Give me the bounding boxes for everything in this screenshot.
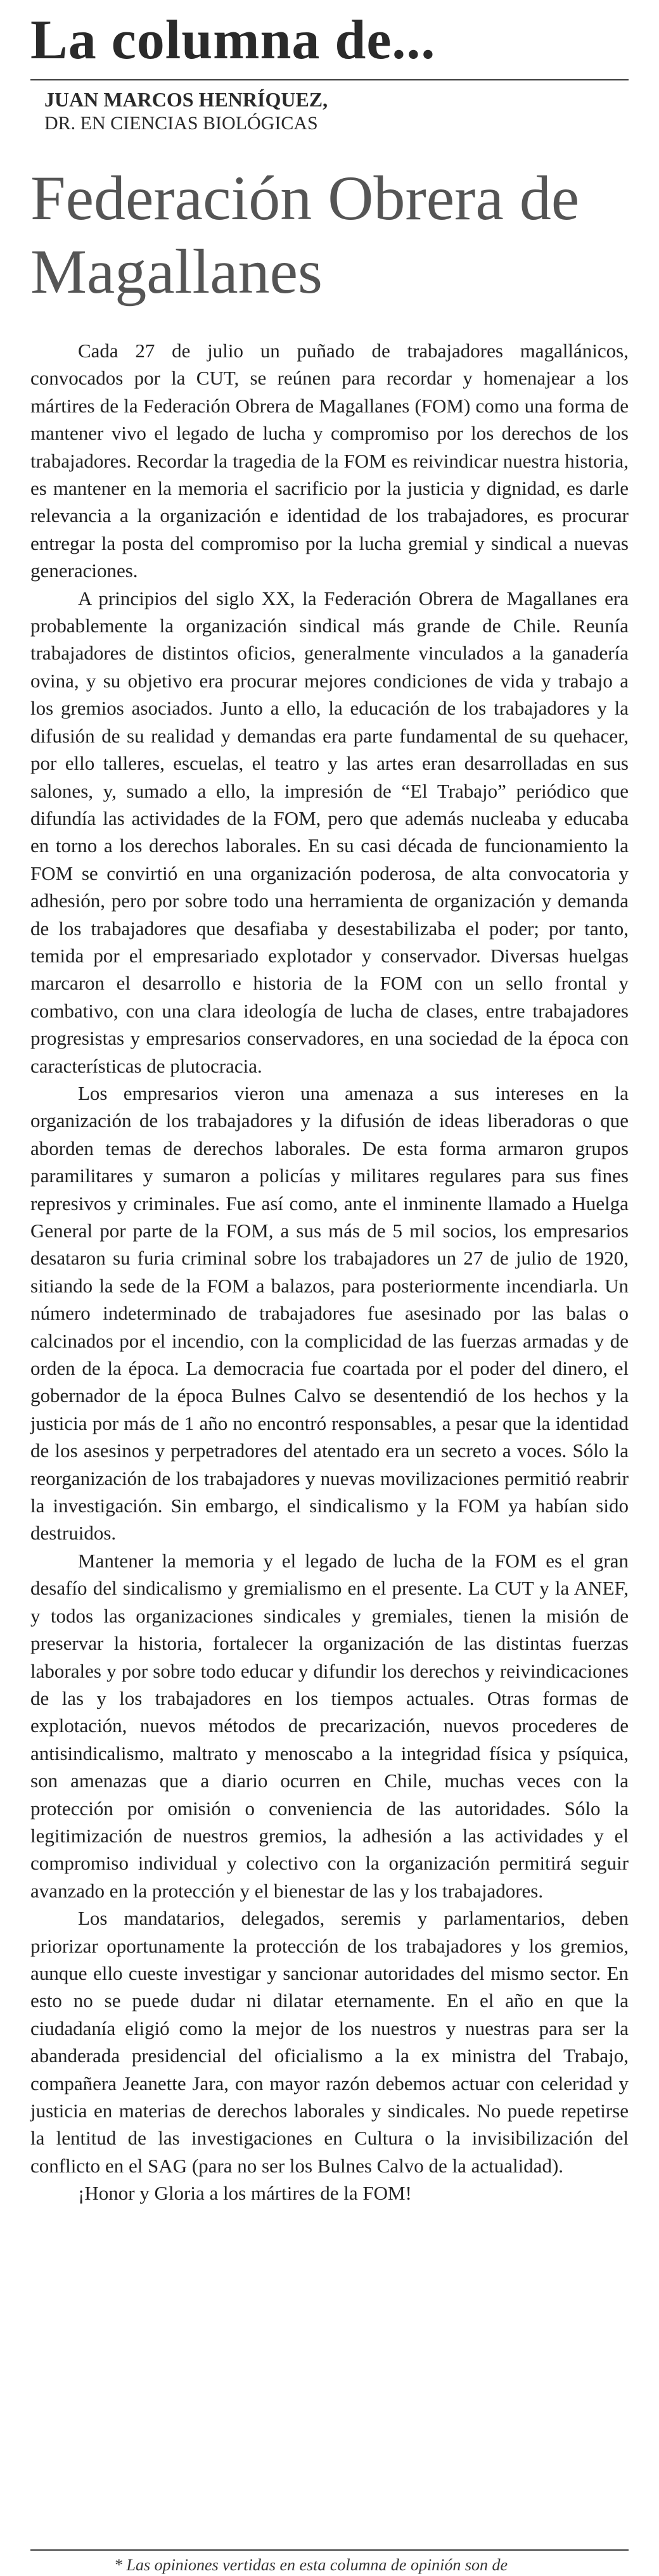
article-paragraph: Los empresarios vieron una amenaza a sus intereses en la organización de los trabajadores y la difusión de ideas liberadoras o que aborden temas de derechos laborales. De esta forma armaron grupos paramilitares y sumaron a policías y militares regulares para sus fines represivos y criminales. Fue así como, ante el inminente llamado a Huelga General por parte de la FOM, a sus más de 5 mil socios, los empresarios desataron su furia criminal sobre los trabajadores un 27 de julio de 1920, sitiando la sede de la FOM a balazos, para posteriormente incendiarla. Un número indeterminado de trabajadores fue asesinado por las balas o calcinados por el incendio, con la complicidad de las fuerzas armadas y de orden de la época. La democracia fue coartada por el poder del dinero, el gobernador de la época Bulnes Calvo se desentendió de los hechos y la justicia por más de 1 año no encontró responsables, a pesar que la identidad de los asesinos y perpetradores del atentado era un secreto a voces. Sólo la reorganización de los trabajadores y nuevas movilizaciones permitió reabrir la investigación. Sin embargo, el sindicalismo y la FOM ya habían sido destruidos. [30, 1081, 629, 1545]
author-block [44, 87, 328, 136]
article-body [30, 337, 629, 2207]
author-name: JUAN MARCOS HENRÍQUEZ, [44, 88, 328, 111]
article-paragraph: Mantener la memoria y el legado de lucha de la FOM es el gran desafío del sindicalismo y gremialismo en el presente. La CUT y la ANEF, y todos las organizaciones sindicales y gremiales, tienen la misión de preservar la historia, fortalecer la organización de las distintas fuerzas laborales y por sobre todo educar y difundir los derechos y reivindicaciones de las y los trabajadores en los tiempos actuales. Otras formas de explotación, nuevos métodos de precarización, nuevos procederes de antisindicalismo, maltrato y menoscabo a la integridad física y psíquica, son amenazas que a diario ocurren en Chile, muchas veces con la protección por omisión o conveniencia de las autoridades. Sólo la legitimización de nuestros gremios, la adhesión a las actividades y el compromiso individual y colectivo con la organización permitirá seguir avanzado en la protección y el bienestar de las y los trabajadores. [30, 1549, 629, 1902]
footer-divider [30, 2549, 629, 2551]
footer-disclaimer: * Las opiniones vertidas en esta columna de opinión son de [114, 2556, 508, 2574]
article-paragraph: Los mandatarios, delegados, seremis y parlamentarios, deben priorizar oportunamente la protección de los trabajadores y los gremios, aunque ello cueste investigar y sancionar autoridades del mismo sector. En esto no se puede dudar ni dilatar eternamente. En el año en que la ciudadanía eligió como la mejor de los nuestros y nuestras para ser la abanderada presidencial del oficialismo a la ex ministra del Trabajo, compañera Jeanette Jara, con mayor razón debemos actuar con celeridad y justicia en materias de derechos laborales y sindicales. No puede repetirse la lentitud de las investigaciones en Cultura o la invisibilización del conflicto en el SAG (para no ser los Bulnes Calvo de la actualidad). [30, 1907, 629, 2177]
article-paragraph: Cada 27 de julio un puñado de trabajadores magallánicos, convocados por la CUT, se reúnen para recordar y homenajear a los mártires de la Federación Obrera de Magallanes (FOM) como una forma de mantener vivo el legado de lucha y compromiso por los derechos de los trabajadores. Recordar la tragedia de la FOM es reivindicar nuestra historia, es mantener en la memoria el sacrificio por la justicia y dignidad, es darle relevancia a la organización e identidad de los trabajadores, es procurar entregar la posta del compromiso por la lucha gremial y sindical a nuevas generaciones. [30, 340, 629, 582]
author-title: DR. EN CIENCIAS BIOLÓGICAS [44, 113, 318, 134]
article-title: Federación Obrera de Magallanes [30, 163, 580, 307]
column-header: La columna de... [30, 10, 436, 71]
header-divider [30, 79, 629, 80]
article-closing: ¡Honor y Gloria a los mártires de la FOM! [78, 2182, 412, 2205]
article-paragraph: A principios del siglo XX, la Federación Obrera de Magallanes era probablemente la organización sindical más grande de Chile. Reunía trabajadores de distintos oficios, generalmente vinculados a la ganadería ovina, y su objetivo era procurar mejores condiciones de vida y trabajo a los gremios asociados. Junto a ello, la educación de los trabajadores y la difusión de su realidad y demandas era parte fundamental de su quehacer, por ello talleres, escuelas, el teatro y las artes eran desarrolladas en sus salones, y, sumado a ello, la impresión de “El Trabajo” periódico que difundía las actividades de la FOM, pero que además nucleaba y educaba en torno a los derechos laborales. En su casi década de funcionamiento la FOM se convirtió en una organización poderosa, de alta convocatoria y adhesión, pero por sobre todo una herramienta de organización y demanda de los trabajadores que desafiaba y desestabilizaba el poder; por tanto, temida por el empresariado explotador y conservador. Diversas huelgas marcaron el desarrollo e historia de la FOM con un sello frontal y combativo, con una clara ideología de lucha de clases, entre trabajadores progresistas y empresarios conservadores, en una sociedad de la época con características de plutocracia. [30, 587, 629, 1077]
